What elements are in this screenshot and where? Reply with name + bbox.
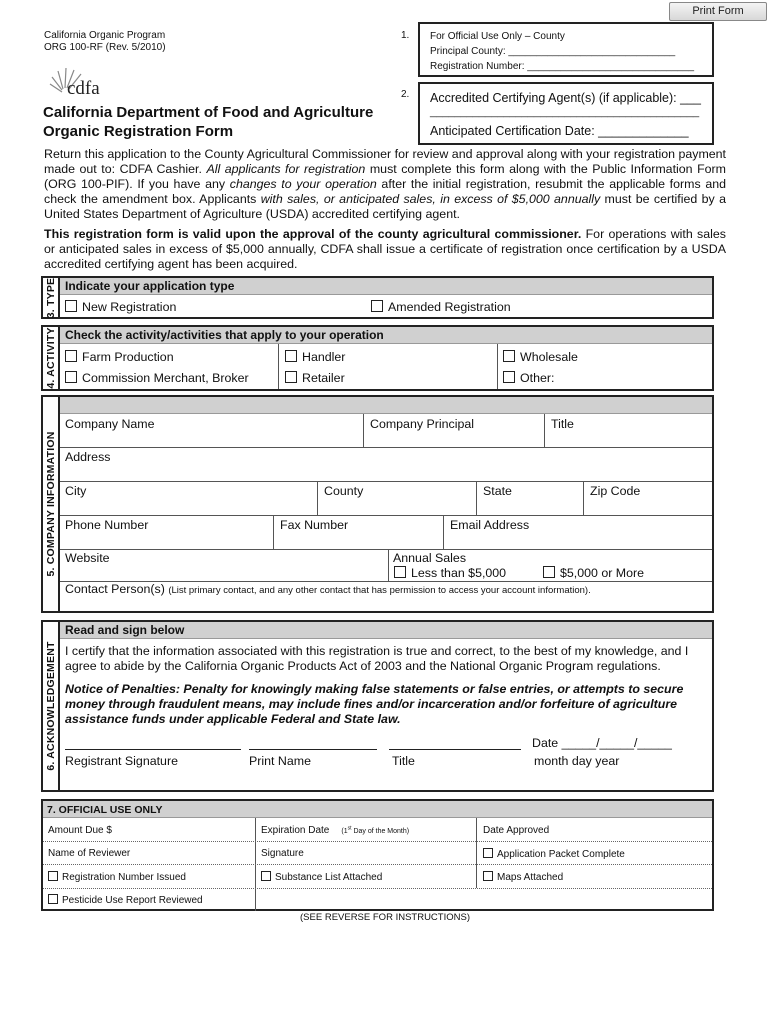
- page-title: [43, 103, 373, 141]
- county-use-title: For Official Use Only – County: [430, 31, 565, 42]
- other-checkbox[interactable]: [503, 371, 515, 383]
- fax-number-field[interactable]: Fax Number: [280, 518, 349, 532]
- box1-number: 1.: [401, 30, 410, 41]
- certification-statement: I certify that the information associated with this registration is true and correct, to the best of my knowledge, and I agree to abide by the California Organic Products Act of 2003 and the National Organic Program regulations.: [65, 644, 689, 673]
- address-field[interactable]: Address: [65, 450, 111, 464]
- new-registration-checkbox[interactable]: [65, 300, 77, 312]
- date-field[interactable]: Date _____/_____/_____: [532, 736, 672, 750]
- intro-paragraph: Return this application to the County Agricultural Commissioner for review and approval along with your registration payment made out to: CDFA Cashier. All applicants for registration must complete this form along with the Public Information Form (ORG 100-PIF). If you have any changes to your operation after the initial registration, resubmit the applicable forms and check the amendment box. Applicants with sales, or anticipated sales, in excess of $5,000 annually must be certified by a United States Department of Agriculture (USDA) accredited certifying agent.: [44, 147, 727, 221]
- acknowledgement-sidebar: 6. ACKNOWLEDGEMENT: [43, 622, 60, 790]
- company-title-field[interactable]: Title: [551, 417, 574, 431]
- reverse-instructions-note: (SEE REVERSE FOR INSTRUCTIONS): [300, 912, 470, 923]
- website-field[interactable]: Website: [65, 551, 110, 565]
- activity-heading: Check the activity/activities that apply to your operation: [60, 327, 712, 344]
- contact-person-note: (List primary contact, and any other contact that has permission to access your account information).: [168, 585, 591, 596]
- title-label: Title: [392, 754, 415, 768]
- packet-complete-checkbox[interactable]: [483, 848, 493, 858]
- certifying-agent-box: [418, 82, 714, 145]
- handler-checkbox[interactable]: [285, 350, 297, 362]
- company-heading: [60, 397, 712, 414]
- city-field[interactable]: City: [65, 484, 87, 498]
- svg-text:cdfa: cdfa: [67, 78, 100, 99]
- wholesale-checkbox[interactable]: [503, 350, 515, 362]
- title-line-2: Organic Registration Form: [43, 123, 234, 140]
- maps-attached-checkbox[interactable]: [483, 871, 493, 881]
- date-approved-field[interactable]: Date Approved: [483, 825, 550, 836]
- commission-merchant-checkbox[interactable]: [65, 371, 77, 383]
- official-use-heading: 7. OFFICIAL USE ONLY: [43, 801, 712, 818]
- handler-option[interactable]: Handler: [285, 350, 345, 364]
- validity-paragraph: This registration form is valid upon the approval of the county agricultural commissioner. For operations with sales or anticipated sales in excess of $5,000 annually, CDFA shall issue a certificate of registration once certification by a USDA accredited certifying agent has been acquired.: [44, 227, 726, 271]
- acknowledgement-section: [41, 620, 714, 792]
- pesticide-report-checkbox[interactable]: [48, 894, 58, 904]
- annual-sales-label: Annual Sales: [393, 551, 467, 565]
- phone-number-field[interactable]: Phone Number: [65, 518, 149, 532]
- certification-date-field[interactable]: Anticipated Certification Date: _____________: [430, 124, 689, 138]
- reviewer-signature-field[interactable]: Signature: [261, 848, 304, 859]
- substance-list-checkbox[interactable]: [261, 871, 271, 881]
- sales-5000-or-more-option[interactable]: $5,000 or More: [543, 566, 644, 580]
- retailer-option[interactable]: Retailer: [285, 371, 345, 385]
- sales-less-than-5000-option[interactable]: Less than $5,000: [394, 566, 506, 580]
- company-sidebar: 5. COMPANY INFORMATION: [43, 397, 60, 611]
- amount-due-field[interactable]: Amount Due $: [48, 825, 112, 836]
- amended-registration-option[interactable]: Amended Registration: [371, 300, 511, 314]
- packet-complete-option[interactable]: Application Packet Complete: [483, 848, 625, 860]
- county-use-box: [418, 22, 714, 77]
- official-use-section: [41, 799, 714, 911]
- zip-code-field[interactable]: Zip Code: [590, 484, 641, 498]
- type-heading: Indicate your application type: [60, 278, 712, 295]
- amended-registration-checkbox[interactable]: [371, 300, 383, 312]
- registration-number-field[interactable]: Registration Number: ______________________________: [430, 61, 695, 72]
- type-sidebar: 3. TYPE: [43, 278, 60, 317]
- principal-county-field[interactable]: Principal County: ______________________________: [430, 46, 676, 57]
- print-form-button[interactable]: Print Form: [669, 2, 767, 21]
- print-name-label: Print Name: [249, 754, 311, 768]
- sales-less-checkbox[interactable]: [394, 566, 406, 578]
- box2-number: 2.: [401, 89, 410, 100]
- activity-sidebar: 4. ACTIVITY: [43, 327, 60, 389]
- registrant-signature-label: Registrant Signature: [65, 754, 178, 768]
- date-format-label: month day year: [534, 754, 620, 768]
- program-name: California Organic Program: [44, 30, 166, 41]
- expiration-date-note: (1st Day of the Month): [341, 825, 410, 835]
- maps-attached-option[interactable]: Maps Attached: [483, 871, 563, 883]
- acknowledgement-heading: Read and sign below: [60, 622, 712, 639]
- registration-issued-option[interactable]: Registration Number Issued: [48, 871, 186, 883]
- signature-line[interactable]: [65, 749, 241, 750]
- other-option[interactable]: Other:: [503, 371, 554, 385]
- name-of-reviewer-field[interactable]: Name of Reviewer: [48, 848, 131, 859]
- form-code: ORG 100-RF (Rev. 5/2010): [44, 42, 166, 53]
- commission-merchant-option[interactable]: Commission Merchant, Broker: [65, 371, 249, 385]
- certifying-agent-field[interactable]: Accredited Certifying Agent(s) (if applicable): ___: [430, 91, 701, 105]
- retailer-checkbox[interactable]: [285, 371, 297, 383]
- print-name-line[interactable]: [249, 749, 377, 750]
- email-address-field[interactable]: Email Address: [450, 518, 530, 532]
- farm-production-checkbox[interactable]: [65, 350, 77, 362]
- farm-production-option[interactable]: Farm Production: [65, 350, 174, 364]
- expiration-date-field[interactable]: Expiration Date (1st Day of the Month): [261, 825, 410, 836]
- contact-person-field[interactable]: Contact Person(s) (List primary contact, and any other contact that has permission to access your account information).: [65, 582, 591, 596]
- sales-more-checkbox[interactable]: [543, 566, 555, 578]
- new-registration-option[interactable]: New Registration: [65, 300, 176, 314]
- company-section: [41, 395, 714, 613]
- type-section: [41, 276, 714, 319]
- certifying-agent-line2[interactable]: ____________________________________________: [430, 106, 700, 118]
- cdfa-logo: [40, 64, 110, 100]
- registration-issued-checkbox[interactable]: [48, 871, 58, 881]
- title-line[interactable]: [389, 749, 521, 750]
- activity-section: [41, 325, 714, 391]
- company-principal-field[interactable]: Company Principal: [370, 417, 474, 431]
- pesticide-report-option[interactable]: Pesticide Use Report Reviewed: [48, 894, 203, 906]
- county-field[interactable]: County: [324, 484, 364, 498]
- wholesale-option[interactable]: Wholesale: [503, 350, 578, 364]
- company-name-field[interactable]: Company Name: [65, 417, 155, 431]
- state-field[interactable]: State: [483, 484, 512, 498]
- title-line-1: California Department of Food and Agriculture: [43, 104, 374, 121]
- substance-list-option[interactable]: Substance List Attached: [261, 871, 382, 883]
- notice-of-penalties: Notice of Penalties: Penalty for knowingly making false statements or false entries, or attempts to secure money through fraudulent means, may include fines and/or incarceration and/or forfeiture of agriculture assistance funds under applicable Federal and State law.: [65, 682, 684, 726]
